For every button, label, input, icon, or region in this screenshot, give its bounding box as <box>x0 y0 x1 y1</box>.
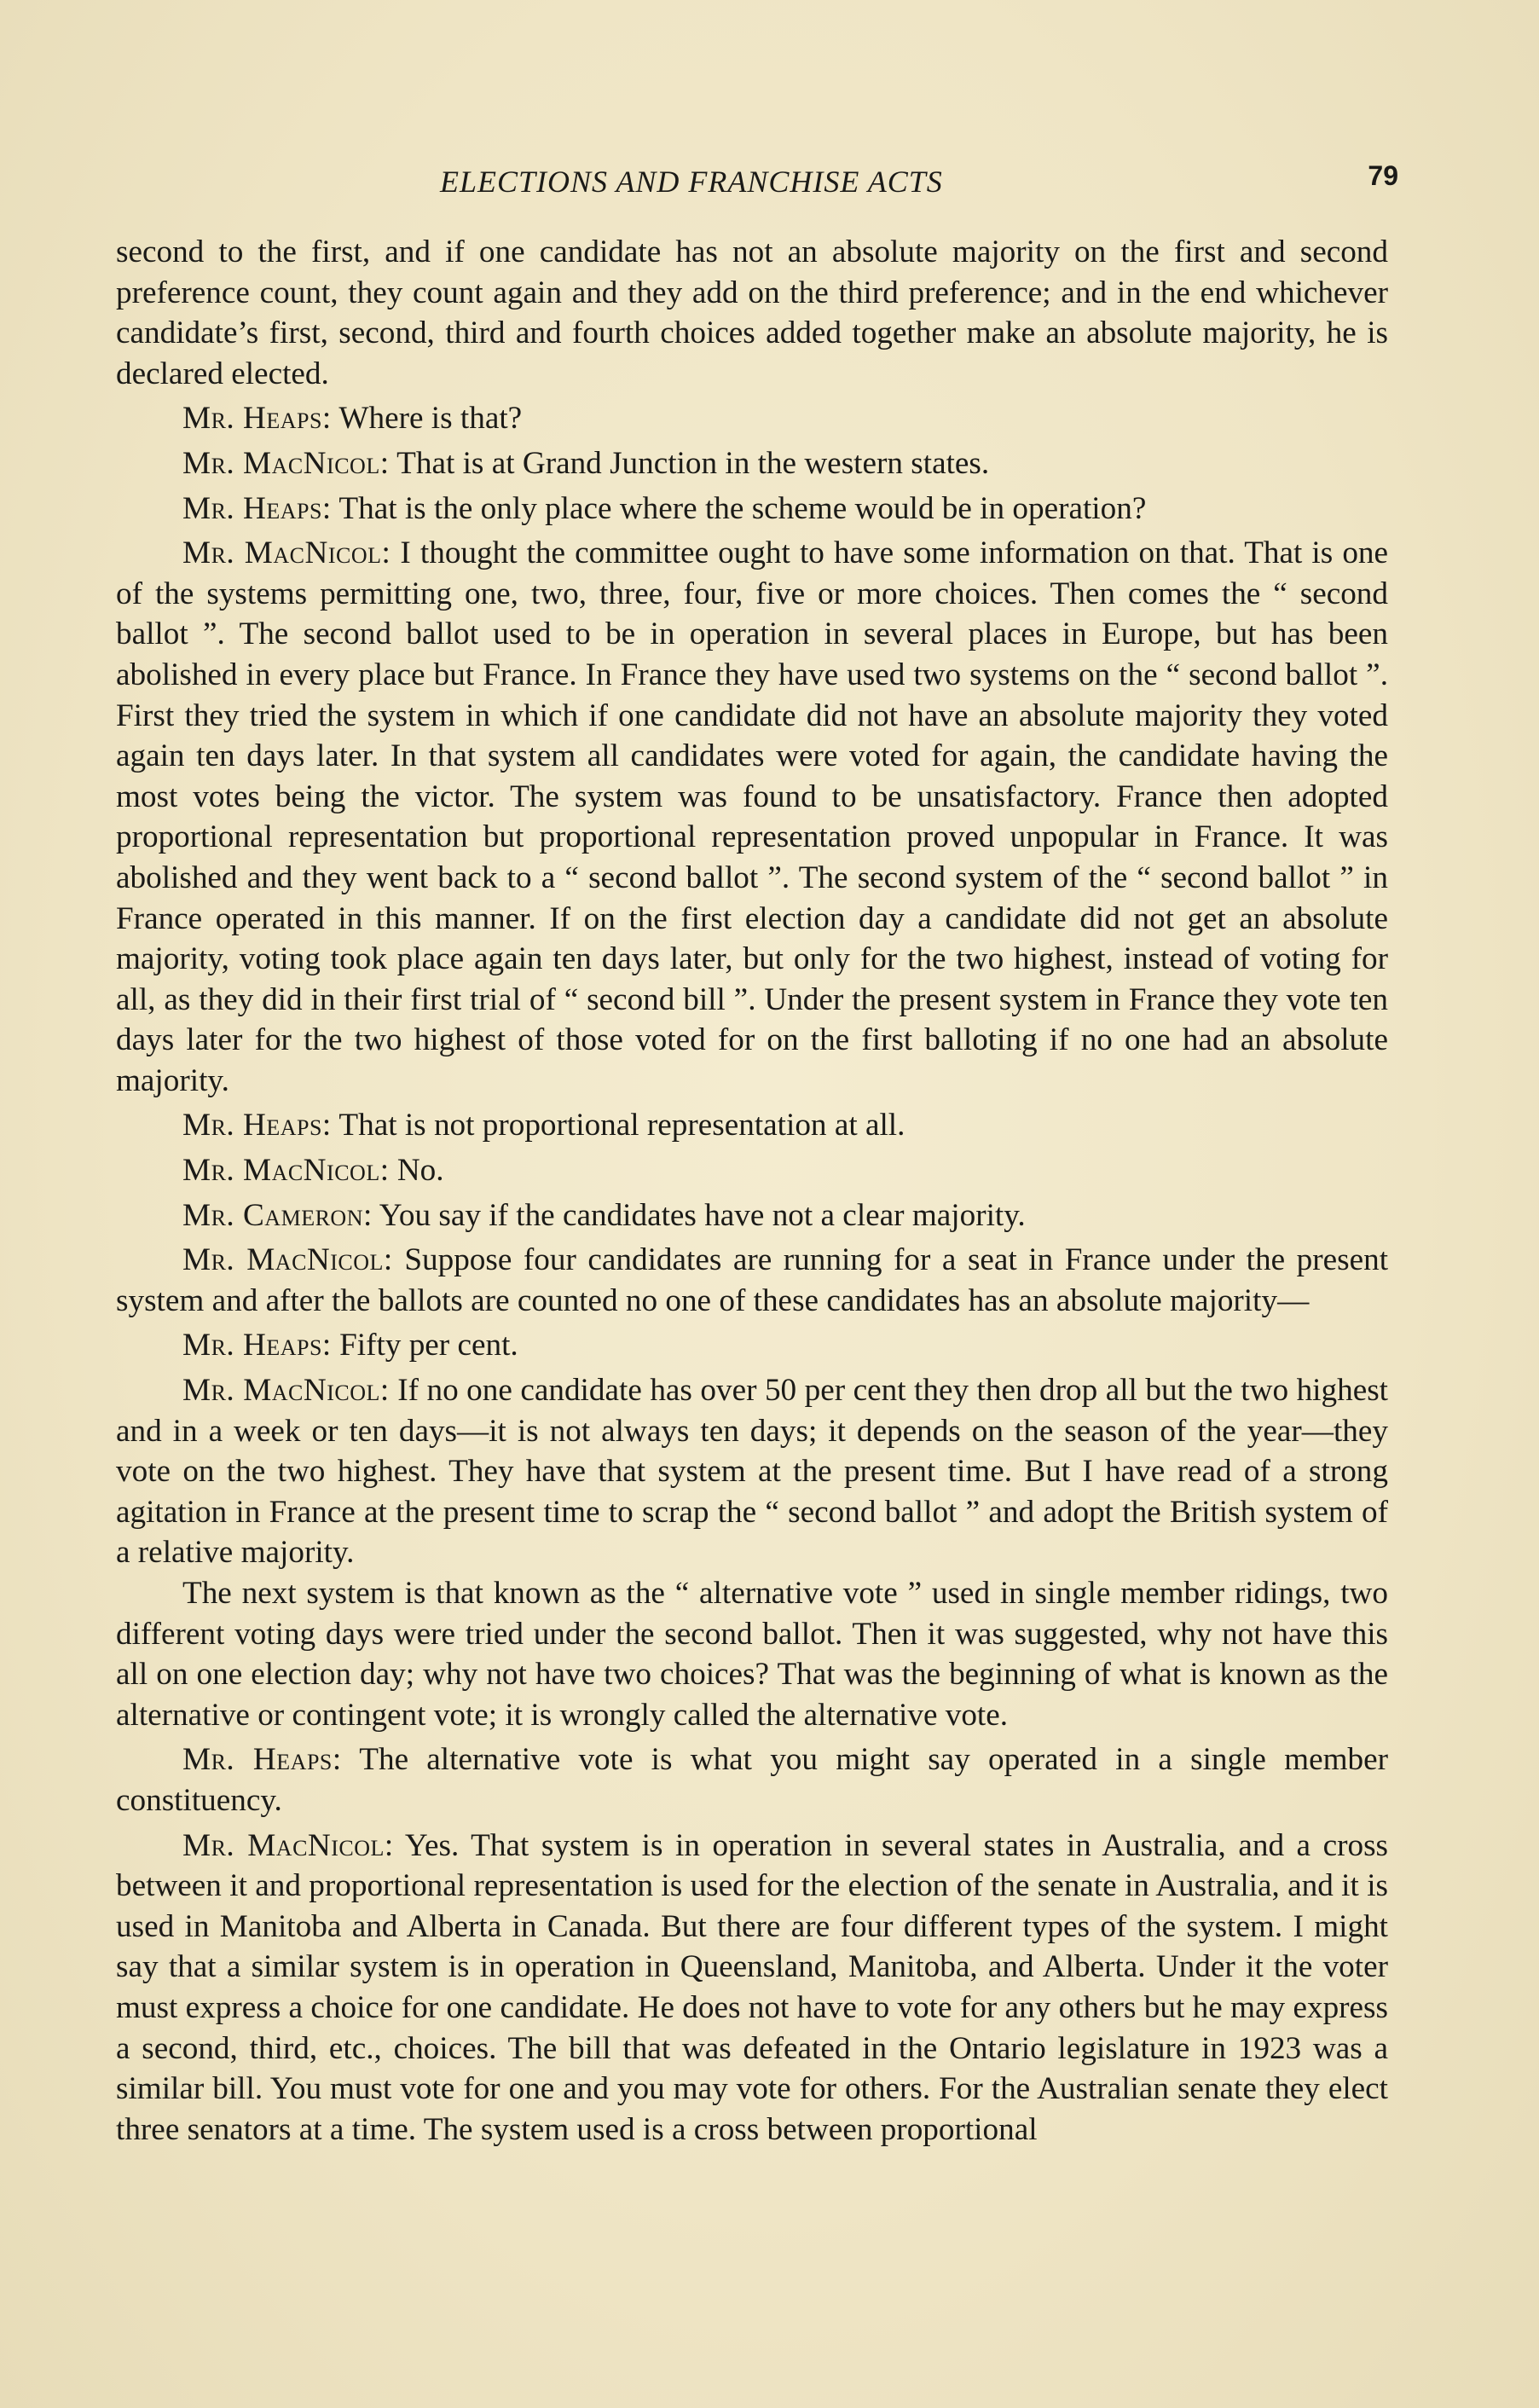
speaker-name: Mr. MacNicol: <box>182 1827 394 1863</box>
paragraph-text: Suppose four candidates are running for a seat in France under the present system and after the ballots are counted no one of these candidates has an absolute majority— <box>116 1242 1389 1318</box>
paragraph-text: Where is that? <box>338 401 523 437</box>
speaker-name: Mr. Heaps: <box>182 1328 332 1363</box>
paragraph-text: That is the only place where the scheme would be in operation? <box>338 490 1147 526</box>
paragraph-text: No. <box>396 1153 444 1189</box>
page-header <box>111 160 1398 208</box>
paragraph-text: second to the first, and if one candidate has not an absolute majority on the first and second preference count, they count again and they add on the third preference; and in the end whichever candidate’s first, second, third and fourth choices added together make an absolute majority, he is declared elected. <box>116 234 1388 391</box>
speaker-name: Mr. MacNicol: <box>182 1153 390 1189</box>
paragraph <box>116 533 1388 1101</box>
speaker-name: Mr. Cameron: <box>182 1197 373 1233</box>
paragraph <box>116 232 1388 394</box>
speaker-name: Mr. Heaps: <box>182 490 332 526</box>
page-number: 79 <box>1368 160 1398 191</box>
paragraph-text: I thought the committee ought to have some information on that. That is one of the systems permitting one, two, three, four, five or more choices. Then comes the “ second ballot ”. The second ballot used to be in operation in several places in Europe, but has been abolished in every place but France. In France they have used two systems on the “ second ballot ”. First they tried the system in which if one candidate did not have an absolute majority they voted again ten days later. In that system all candidates were voted for again, the candidate having the most votes being the victor. The system was found to be unsatisfactory. France then adopted proportional representation but proportional representation proved unpopular in France. It was abolished and they went back to a “ second ballot ”. The second system of the “ second ballot ” in France operated in this manner. If on the first election day a candidate did not get an absolute majority, voting took place again ten days later, but only for the two highest, instead of voting for all, as they did in their first trial of “ second bill ”. Under the present system in France they vote ten days later for the two highest of those voted for on the first balloting if no one had an absolute majority. <box>116 535 1389 1098</box>
paragraph <box>116 1325 1388 1366</box>
paragraph-text: If no one candidate has over 50 per cent they then drop all but the two highest and in a week or ten days—it is not always ten days; it depends on the season of the year—they vote on the two highest. They have that system at the present time. But I have read of a strong agitation in France at the present time to scrap the “ second ballot ” and adopt the British system of a relative majority. <box>116 1373 1389 1571</box>
speaker-name: Mr. Heaps: <box>182 1108 332 1143</box>
paragraph-text: That is at Grand Junction in the western states. <box>396 445 990 481</box>
paragraph <box>116 1195 1388 1236</box>
speaker-name: Mr. MacNicol: <box>182 535 391 571</box>
running-title: ELECTIONS AND FRANCHISE ACTS <box>440 165 943 199</box>
paragraph-text: Fifty per cent. <box>339 1328 518 1363</box>
paragraph <box>116 443 1388 484</box>
paragraph-text: That is not proportional representation at all. <box>338 1108 905 1143</box>
speaker-name: Mr. MacNicol: <box>182 445 390 481</box>
speaker-name: Mr. MacNicol: <box>182 1373 390 1409</box>
speaker-name: Mr. Heaps: <box>182 401 332 437</box>
paragraph <box>116 1240 1388 1321</box>
paragraph <box>116 398 1388 439</box>
paragraph-text: The alternative vote is what you might say operated in a single member constituency. <box>116 1742 1388 1818</box>
paragraph <box>116 1826 1388 2150</box>
paragraph <box>116 1150 1388 1191</box>
paragraph-text: The next system is that known as the “ alternative vote ” used in single member ridings, two different voting days were tried under the second ballot. Then it was suggested, why not have this all on one election day; why not have two choices? That was the beginning of what is known as the alternative or contingent vote; it is wrongly called the alternative vote. <box>116 1576 1388 1733</box>
body-text <box>116 232 1388 2154</box>
paragraph <box>116 1573 1388 1735</box>
paragraph-text: Yes. That system is in operation in several states in Australia, and a cross between it and proportional representation is used for the election of the senate in Australia, and it is used in Manitoba and Alberta in Canada. But there are four different types of the system. I might say that a similar system is in operation in Queensland, Manitoba, and Alberta. Under it the voter must express a choice for one candidate. He does not have to vote for any others but he may express a second, third, etc., choices. The bill that was defeated in the Ontario legislature in 1923 was a similar bill. You must vote for one and you may vote for others. For the Australian senate they elect three senators at a time. The system used is a cross between proportional <box>116 1827 1389 2147</box>
paragraph <box>116 1105 1388 1146</box>
paragraph-text: You say if the candidates have not a clear majority. <box>379 1197 1026 1233</box>
speaker-name: Mr. MacNicol: <box>182 1242 393 1278</box>
paragraph <box>116 1739 1388 1820</box>
paragraph <box>116 489 1388 530</box>
paragraph <box>116 1370 1388 1573</box>
speaker-name: Mr. Heaps: <box>182 1742 342 1778</box>
